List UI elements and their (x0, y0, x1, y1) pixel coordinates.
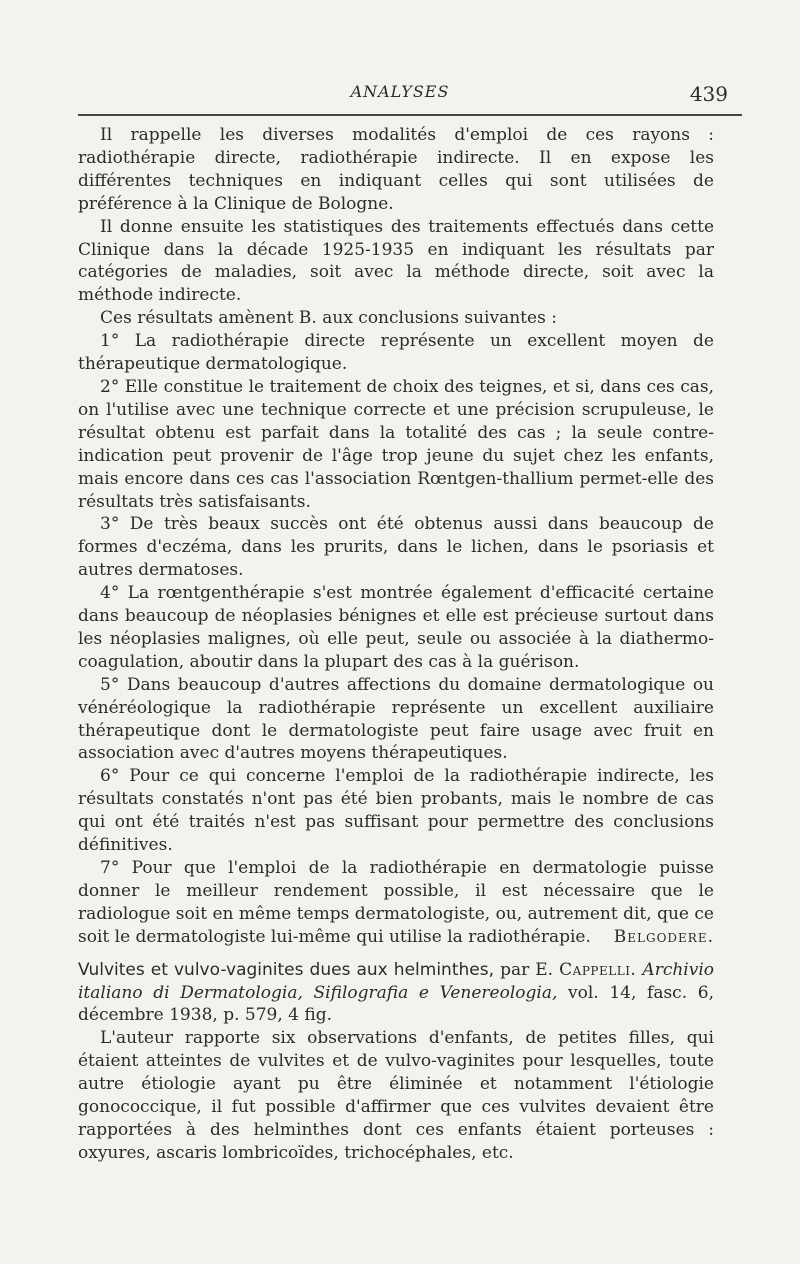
signature: Belgodere. (613, 926, 714, 947)
review-citation (78, 959, 714, 1028)
conclusion-5: 5° Dans beaucoup d'autres affections du domaine dermatologique ou vénéréologique la radiothérapie représente un excellent auxiliaire thérapeutique dont le dermatologiste peut faire usage avec fruit en association avec d'autres moyens thérapeutiques. (78, 674, 714, 764)
review-summary: L'auteur rapporte six observations d'enfants, de petites filles, qui étaient atteintes de vulvites et de vulvo-vaginites pour lesquelles, toute autre étiologie ayant pu être éliminée et notamment l'étiologie gonococcique, il fut possible d'affirmer que ces vulvites devaient être rapportées à des helminthes dont ces enfants étaient porteuses : oxyures, ascaris lombricoïdes, trichocéphales, etc. (78, 1028, 714, 1163)
conclusion-7 (78, 857, 714, 949)
conclusion-6: 6° Pour ce qui concerne l'emploi de la radiothérapie indirecte, les résultats constatés n'ont pas été bien probants, mais le nombre de cas qui ont été traités n'est pas suffisant pour permettre des conclusions définitives. (78, 766, 714, 856)
conclusion-4: 4° La rœntgenthérapie s'est montrée également d'efficacité certaine dans beaucoup de néoplasies bénignes et elle est précieuse surtout dans les néoplasies malignes, où elle peut, seule ou associée à la diathermo-coagulation, aboutir dans la plupart des cas à la guérison. (78, 583, 714, 672)
header-rule (78, 114, 742, 116)
page-number: 439 (689, 82, 728, 106)
review-author: Cappelli. (559, 959, 637, 980)
running-header: ANALYSES (350, 82, 450, 101)
conclusion-2: 2° Elle constitue le traitement de choix des teignes, et si, dans ces cas, on l'utilise avec une technique correcte et une précision scrupuleuse, le résultat obtenu est parfait dans la totalité des cas ; la seule contre-indication peut provenir de l'âge trop jeune du sujet chez les enfants, mais encore dans ces cas l'association Rœntgen-thallium permet-elle des résultats très satisfaisants. (78, 376, 714, 512)
review-par: par E. (500, 959, 554, 980)
paragraph: Ces résultats amènent B. aux conclusions suivantes : (100, 308, 557, 329)
conclusion-1: 1° La radiothérapie directe représente un excellent moyen de thérapeutique dermatologique. (78, 331, 714, 375)
review-title: Vulvites et vulvo-vaginites dues aux helminthes, (78, 959, 494, 980)
article-body (78, 124, 714, 1165)
conclusion-7-text: 7° Pour que l'emploi de la radiothérapie en dermatologie puisse donner le meilleur rendement possible, il est nécessaire que le radiologue soit en même temps dermatologiste, ou, autrement dit, que ce soit le dermatologiste lui-même qui utilise la radiothérapie. (78, 858, 714, 947)
conclusion-3: 3° De très beaux succès ont été obtenus aussi dans beaucoup de formes d'eczéma, dans les prurits, dans le lichen, dans le psoriasis et autres dermatoses. (78, 514, 714, 581)
review-details: vol. 14, fasc. 6, décembre 1938, p. 579, 4 fig. (78, 982, 714, 1026)
paragraph: Il rappelle les diverses modalités d'emploi de ces rayons : radiothérapie directe, radiothérapie indirecte. Il en expose les différentes techniques en indiquant celles qui sont utilisées de préférence à la Clinique de Bologne. (78, 125, 714, 214)
paragraph: Il donne ensuite les statistiques des traitements effectués dans cette Clinique dans la décade 1925-1935 en indiquant les résultats par catégories de maladies, soit avec la méthode directe, soit avec la méthode indirecte. (78, 216, 714, 306)
review-journal: Archivio italiano di Dermatologia, Sifilografia e Venereologia, (78, 959, 715, 1003)
